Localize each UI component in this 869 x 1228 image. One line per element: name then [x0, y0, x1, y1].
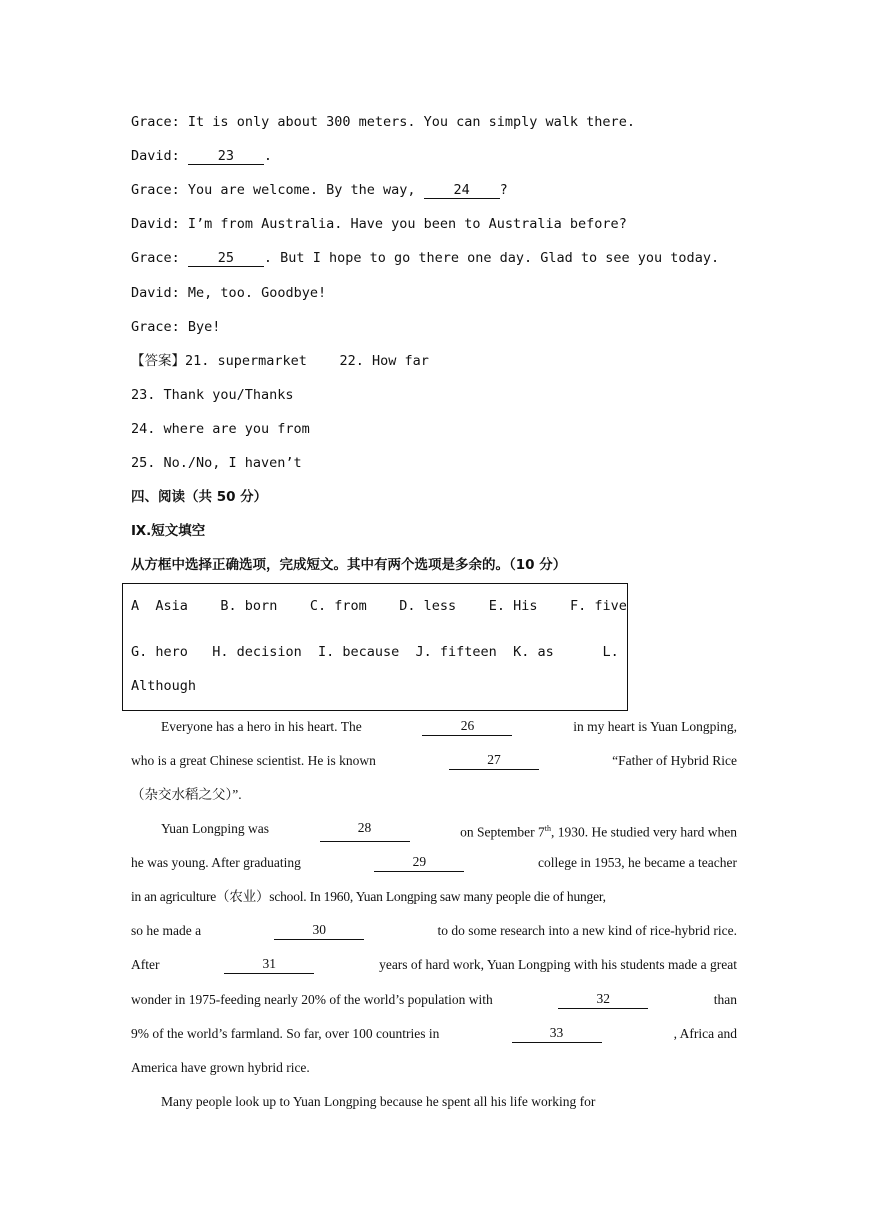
dialogue-text: I’m from Australia. Have you been to Australia before? [187, 216, 627, 232]
dialogue-text: . But I hope to go there one day. Glad to see you today. [263, 250, 720, 266]
blank-33[interactable]: 33 [512, 1025, 602, 1043]
options-row-2 [131, 643, 619, 661]
dialogue-line-grace-3 [131, 318, 220, 336]
dialogue-line-grace-1 [131, 113, 635, 131]
passage-text: Everyone has a hero in his heart. The [161, 719, 362, 734]
passage-p2-line-7 [131, 1025, 737, 1043]
dialogue-text: It is only about 300 meters. You can simply walk there. [187, 114, 635, 130]
section-instruction: 从方框中选择正确选项，完成短文。其中有两个选项是多余的。（10 分） [131, 557, 567, 573]
blank-31[interactable]: 31 [224, 956, 314, 974]
option-b: B. born [220, 598, 278, 614]
passage-text: than [713, 992, 737, 1007]
option-j: J. fifteen [415, 644, 497, 660]
answer-24: 24. where are you from [131, 421, 310, 437]
passage-text: , Africa and [673, 1026, 737, 1041]
punct: ? [499, 182, 508, 198]
option-c: C. from [309, 598, 367, 614]
passage-p2-line-5 [131, 956, 737, 974]
passage-p2-line-8: America have grown hybrid rice. [131, 1060, 310, 1075]
speaker: David: [131, 216, 180, 232]
blank-25[interactable]: 25 [188, 251, 264, 267]
passage-p2-line-4 [131, 922, 737, 940]
blank-27[interactable]: 27 [449, 752, 539, 770]
blank-29[interactable]: 29 [374, 854, 464, 872]
passage-text: years of hard work, Yuan Longping with his students made a great [379, 957, 737, 972]
dialogue-line-david-2 [131, 215, 627, 233]
speaker: Grace: [131, 319, 180, 335]
dialogue-text: You are welcome. By the way, [187, 182, 416, 198]
passage-text: who is a great Chinese scientist. He is known [131, 753, 376, 768]
speaker: David: [131, 285, 180, 301]
passage-text: Yuan Longping was [161, 821, 269, 836]
passage-text: so he made a [131, 923, 202, 938]
dialogue-text: Me, too. Goodbye! [187, 285, 327, 301]
blank-23[interactable]: 23 [188, 149, 264, 165]
option-d: D. less [399, 598, 457, 614]
answer-23: 23. Thank you/Thanks [131, 387, 294, 403]
option-f: F. five [569, 598, 627, 614]
option-k: K. as [513, 644, 554, 660]
speaker: David: [131, 148, 180, 164]
blank-32[interactable]: 32 [558, 991, 648, 1009]
passage-p2-line-3: in an agriculture（农业）school. In 1960, Yuan Longping saw many people die of hunger, [131, 889, 606, 904]
passage-text: he was young. After graduating [131, 855, 301, 870]
passage-text: wonder in 1975-feeding nearly 20% of the world’s population with [131, 992, 493, 1007]
speaker: Grace: [131, 114, 180, 130]
dialogue-text: Bye! [187, 319, 221, 335]
option-l: L. [602, 644, 619, 660]
option-a: A Asia [131, 598, 188, 614]
blank-24[interactable]: 24 [424, 183, 500, 199]
passage-text: to do some research into a new kind of rice-hybrid rice. [437, 923, 737, 938]
ordinal-suffix: th [544, 824, 552, 833]
answer-line-1 [131, 352, 429, 370]
passage-p2-line-6 [131, 991, 737, 1009]
passage-p2-line-1 [161, 820, 737, 842]
passage-text: college in 1953, he became a teacher [537, 855, 737, 870]
passage-p2-line-2 [131, 854, 737, 872]
dialogue-line-grace-25 [131, 249, 719, 267]
dialogue-line-grace-24 [131, 181, 508, 199]
passage-text: After [131, 957, 160, 972]
answer-25: 25. No./No, I haven’t [131, 455, 302, 471]
punct: . [263, 148, 273, 164]
answer-21: 21. supermarket [185, 353, 307, 369]
answer-22: 22. How far [339, 353, 429, 369]
blank-26[interactable]: 26 [422, 718, 512, 736]
blank-28[interactable]: 28 [320, 820, 410, 842]
passage-p1-line-3: （杂交水稻之父）”. [131, 787, 242, 802]
passage-text: in my heart is Yuan Longping, [573, 719, 737, 734]
passage-text: “Father of Hybrid Rice [612, 753, 737, 768]
section-title: 四、阅读（共 50 分） [131, 489, 268, 505]
option-h: H. decision [212, 644, 302, 660]
answer-label: 【答案】 [131, 353, 185, 369]
blank-30[interactable]: 30 [274, 922, 364, 940]
dialogue-line-david-23 [131, 147, 272, 165]
passage-text [460, 820, 737, 842]
options-row-3: Although [131, 678, 197, 694]
speaker: Grace: [131, 250, 180, 266]
speaker: Grace: [131, 182, 180, 198]
passage-p1-line-2 [131, 752, 737, 770]
option-g: G. hero [131, 644, 188, 660]
option-e: E. His [488, 598, 538, 614]
date-text: on September 7 [460, 824, 545, 840]
option-i: I. because [317, 644, 400, 660]
passage-p1-line-1 [161, 718, 737, 736]
dialogue-line-david-3 [131, 284, 326, 302]
section-subtitle: Ⅸ.短文填空 [131, 523, 206, 539]
passage-p3-line-1: Many people look up to Yuan Longping because he spent all his life working for [161, 1094, 596, 1109]
passage-text-rest: , 1930. He studied very hard when [551, 824, 737, 840]
options-row-1 [131, 597, 627, 615]
passage-text: 9% of the world’s farmland. So far, over 100 countries in [131, 1026, 440, 1041]
